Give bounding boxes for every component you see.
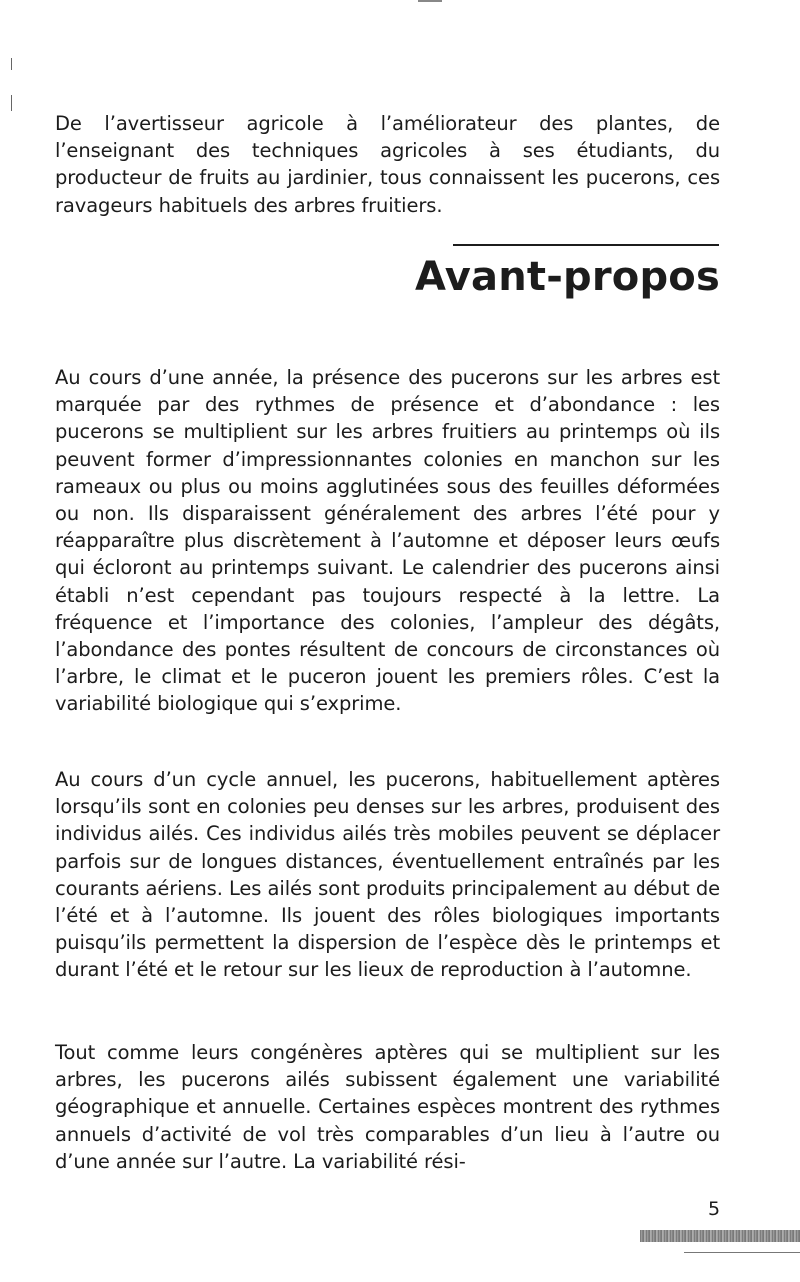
scan-mark xyxy=(418,0,442,2)
body-paragraph-3: Tout comme leurs congénères aptères qui se multiplient sur les arbres, les pucerons ailés subissent également une variabilité géographique et annuelle. Certaines espèces montrent des rythmes annuels d’activité de vol très comparables d’un lieu à l’autre ou d’une année sur l’autre. La variabilité rési- xyxy=(55,1041,720,1173)
margin-mark xyxy=(11,58,12,70)
footer-line xyxy=(684,1252,800,1253)
page-title: Avant-propos xyxy=(415,254,720,300)
title-rule xyxy=(453,244,719,246)
body-paragraph-1: Au cours d’une année, la présence des pucerons sur les arbres est marquée par des rythmes de présence et d’abondance : les pucerons se multiplient sur les arbres fruitiers au printemps où ils peuvent former d’impressionnantes colonies en manchon sur les rameaux ou plus ou moins agglutinées sous des feuilles déformées ou non. Ils disparaissent généralement des arbres l’été pour y réapparaître plus discrètement à l’automne et déposer leurs œufs qui écloront au printemps suivant. Le calendrier des pucerons ainsi établi n’est cependant pas toujours respecté à la lettre. La fréquence et l’importance des colonies, l’ampleur des dégâts, l’abondance des pontes résultent de concours de circonstances où l’arbre, le climat et le puceron jouent les premiers rôles. C’est la variabilité biologique qui s’exprime. xyxy=(55,366,720,716)
intro-paragraph: De l’avertisseur agricole à l’améliorateur des plantes, de l’enseignant des techniques agricoles à ses étudiants, du producteur de fruits au jardinier, tous connaissent les pucerons, ces ravageurs habituels des arbres fruitiers. xyxy=(55,112,720,217)
body-paragraph-2: Au cours d’un cycle annuel, les pucerons, habituellement aptères lorsqu’ils sont en colonies peu denses sur les arbres, produisent des individus ailés. Ces individus ailés très mobiles peuvent se déplacer parfois sur de longues distances, éventuellement entraînés par les courants aériens. Les ailés sont produits principalement au début de l’été et à l’automne. Ils jouent des rôles biologiques importants puisqu’ils permettent la dispersion de l’espèce dès le printemps et durant l’été et le retour sur les lieux de reproduction à l’automne. xyxy=(55,768,720,982)
footer-decoration xyxy=(640,1230,800,1242)
page-number: 5 xyxy=(708,1198,721,1220)
margin-mark xyxy=(11,95,12,111)
